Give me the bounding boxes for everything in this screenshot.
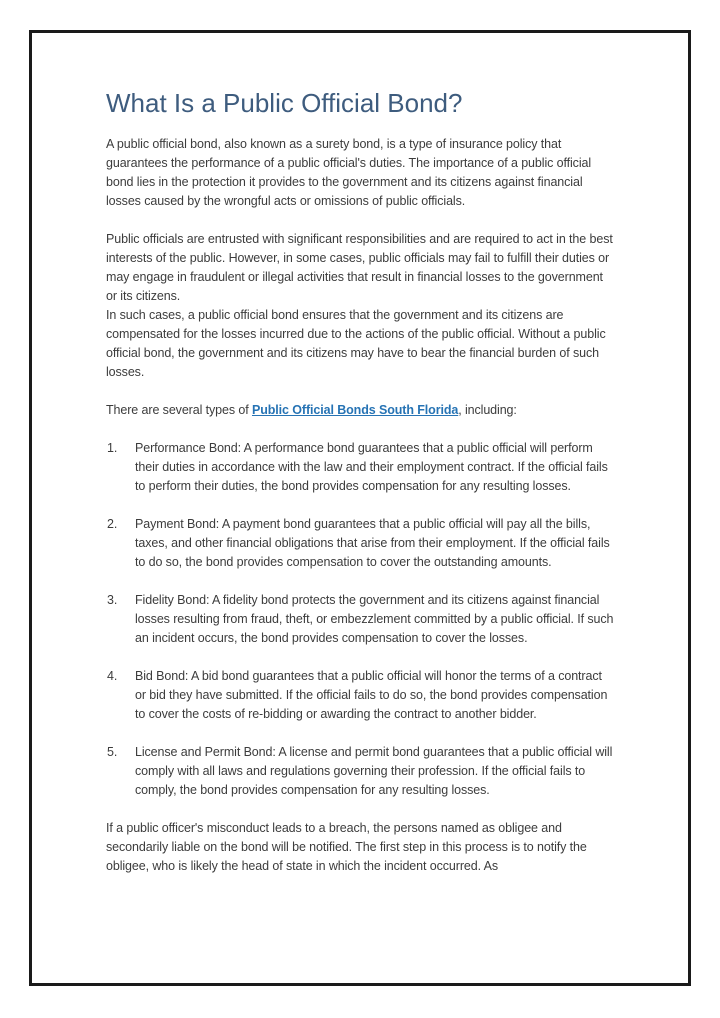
list-item-text: Fidelity Bond: A fidelity bond protects the government and its citizens against financial losses resulting from fraud, theft, or embezzlement committed by a public official. If such an incident occurs, the bond provides compensation to cover the losses. xyxy=(135,593,614,645)
list-item-bid-bond xyxy=(106,667,614,724)
page-content xyxy=(32,33,688,876)
types-intro-suffix: , including: xyxy=(458,403,517,417)
paragraph-responsibilities xyxy=(106,230,614,382)
list-item-text: Performance Bond: A performance bond guarantees that a public official will perform their duties in accordance with the law and their employment contract. If the official fails to perform their duties, the bond provides compensation for any resulting losses. xyxy=(135,441,608,493)
list-item-text: Bid Bond: A bid bond guarantees that a public official will honor the terms of a contract or bid they have submitted. If the official fails to do so, the bond provides compensation to cover the costs of re-bidding or awarding the contract to another bidder. xyxy=(135,669,608,721)
list-item-text: License and Permit Bond: A license and permit bond guarantees that a public official will comply with all laws and regulations governing their profession. If the official fails to comply, the bond provides compensation for any resulting losses. xyxy=(135,745,613,797)
paragraph-intro: A public official bond, also known as a surety bond, is a type of insurance policy that guarantees the performance of a public official's duties. The importance of a public official bond lies in the protection it provides to the government and its citizens against financial losses caused by the wrongful acts or omissions of public officials. xyxy=(106,137,592,208)
paragraph-responsibilities-part1: Public officials are entrusted with significant responsibilities and are required to act in the best interests of the public. However, in some cases, public officials may fail to fulfill their duties or may engage in fraudulent or illegal activities that result in financial losses to the government or its citizens. xyxy=(106,232,613,303)
public-official-bonds-link[interactable]: Public Official Bonds South Florida xyxy=(251,403,459,417)
list-item-performance-bond xyxy=(106,439,614,496)
list-item-number: 5. xyxy=(107,745,118,759)
list-item-fidelity-bond xyxy=(106,591,614,648)
page-title: What Is a Public Official Bond? xyxy=(106,88,463,118)
paragraph-responsibilities-part2: In such cases, a public official bond ensures that the government and its citizens are compensated for the losses incurred due to the actions of the public official. Without a public official bond, the government and its citizens may have to bear the financial burden of such losses. xyxy=(106,308,606,379)
paragraph-closing: If a public officer's misconduct leads to a breach, the persons named as obligee and secondarily liable on the bond will be notified. The first step in this process is to notify the obligee, who is likely the head of state in which the incident occurred. As xyxy=(106,821,587,873)
list-item-number: 3. xyxy=(107,593,118,607)
types-intro-line xyxy=(106,401,614,420)
bond-types-list xyxy=(106,439,614,800)
list-item-text: Payment Bond: A payment bond guarantees that a public official will pay all the bills, taxes, and other financial obligations that arise from their employment. If the official fails to do so, the bond provides compensation to cover the outstanding amounts. xyxy=(135,517,610,569)
list-item-number: 1. xyxy=(107,441,118,455)
list-item-number: 4. xyxy=(107,669,118,683)
document-page xyxy=(29,30,691,986)
types-intro-prefix: There are several types of xyxy=(106,403,252,417)
list-item-payment-bond xyxy=(106,515,614,572)
list-item-license-permit-bond xyxy=(106,743,614,800)
list-item-number: 2. xyxy=(107,517,118,531)
